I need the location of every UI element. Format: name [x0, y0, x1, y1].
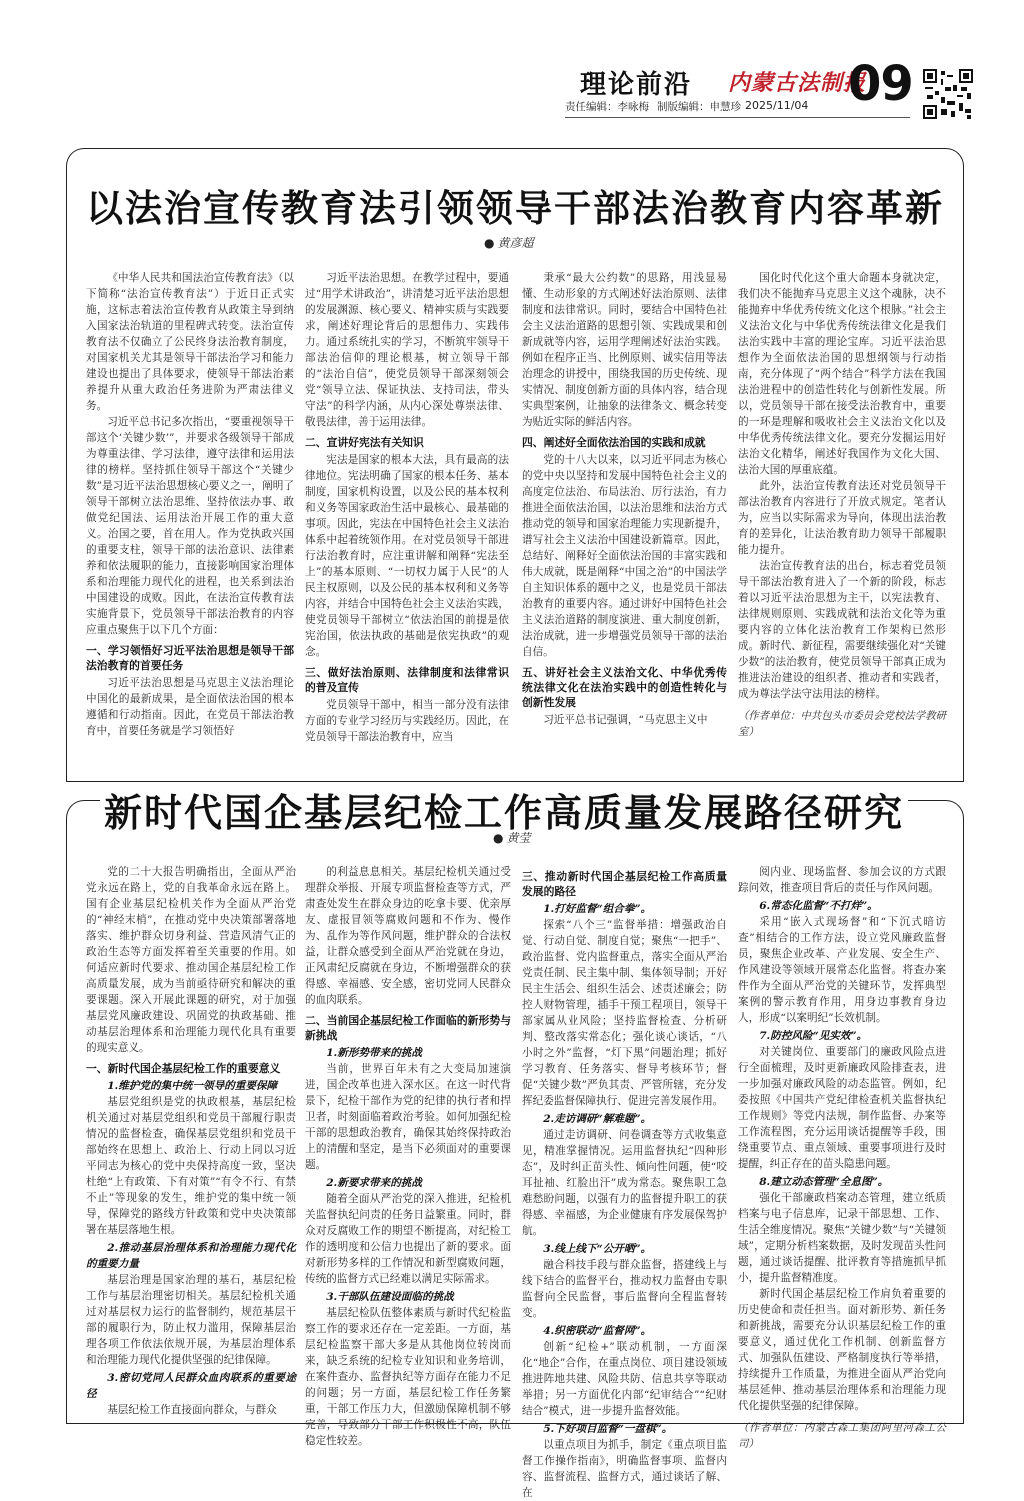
paragraph: 习近平法治思想是马克思主义法治理论中国化的最新成果，是全面依法治国的根本遵循和行动指南。因此，在党员干部法治教育中，首要任务就是学习领悟好: [86, 677, 294, 737]
subsection-heading: 7.防控风险“见实效”。: [759, 1030, 868, 1042]
paragraph: 秉承“最大公约数”的思路，用浅显易懂、生动形象的方式阐述好法治原则、法律制度和法律常识。同时，要结合中国特色社会主义法治道路的思想引领、实践成果和创新成就等内容，运用学理阐述好法治实践。例如在程序正当、比例原则、诚实信用等法治理念的讲授中，围绕我国的历史传统、现实情况、制度创新方面的具体内容，结合现实典型案例，让抽象的法律条文、概念转变为贴近实际的鲜活内容。: [522, 272, 727, 428]
paragraph: 探索“八个三”监督举措：增强政治自觉、行动自觉、制度自觉；聚焦“一把手”、政治监督、党内监督重点，落实全面从严治党责任制、民主集中制、集体领导制；开好民主生活会、组织生活会、述责述廉会；防控人财物管理，插手干预工程项目，领导干部家属从业风险；坚持监督检查、分析研判、整改落实常态化；强化谈心谈话，“八小时之外”监督，“灯下黑”问题治理；抓好学习教育、任务落实、督导考核环节；督促“关键少数”严负其责、严管所辖，充分发挥纪委监督保障执行、促进完善发展作用。: [522, 919, 727, 1107]
paragraph: 党的十八大以来，以习近平同志为核心的党中央以坚持和发展中国特色社会主义的高度定位法治、布局法治、厉行法治，有力推进全面依法治国，以法治思维和法治方式推动党的领导和国家治理能力实现新提升，谱写社会主义法治中国建设新篇章。因此，总结好、阐释好全面依法治国的丰富实践和伟大成就，既是阐释“中国之治”的中国法学自主知识体系的题中之义，也是党员干部法治教育的重要内容。通过讲好中国特色社会主义法治道路的制度演进、重大制度创新，法治成就，进一步增强党员领导干部的法治自信。: [522, 454, 727, 658]
paragraph: 习近平法治思想。在教学过程中，要通过“用学术讲政治”，讲清楚习近平法治思想的发展渊源、核心要义、精神实质与实践要求，阐述好理论背后的思想伟力、实践伟力。通过系统扎实的学习，不断筑牢领导干部法治信仰的理论根基，树立领导干部的“法治自信”，使党员领导干部深刻领会党“领导立法、保证执法、支持司法，带头守法”的科学内涵，从内心深处尊崇法律、敬畏法律，善于运用法律。: [305, 272, 509, 428]
paragraph: 基层治理是国家治理的基石，基层纪检工作与基层治理密切相关。基层纪检机关通过对基层权力运行的监督制约，规范基层干部的履职行为，防止权力滥用，保障基层治理各项工作依法依规开展，为基层治理体系和治理能力现代化提供坚强的纪律保障。: [86, 1274, 296, 1366]
paragraph: 以重点项目为抓手，制定《重点项目监督工作操作指南》，明确监督事项、监督内容、监督流程、监督方式，通过谈话了解、在: [522, 1439, 727, 1499]
section-title: 理论前沿: [580, 70, 693, 100]
article-2-title: 新时代国企基层纪检工作高质量发展路径研究: [100, 782, 908, 837]
paragraph: 习近平总书记强调，“马克思主义中: [543, 714, 708, 726]
paragraph: 的利益息息相关。基层纪检机关通过受理群众举报、开展专项监督检查等方式，严肃查处发生在群众身边的吃拿卡要、优亲厚友、虚报冒领等腐败问题和不作为、慢作为、乱作为等作风问题，维护群众的合法权益，让群众感受到全面从严治党就在身边，正风肃纪反腐就在身边，不断增强群众的获得感、幸福感、安全感，密切党同人民群众的血肉联系。: [305, 866, 511, 1006]
section-heading: 五、讲好社会主义法治文化、中华优秀传统法律文化在法治实践中的创造性转化与创新性发展: [522, 666, 727, 709]
subsection-heading: 8.建立动态管理“全息图”。: [759, 1176, 889, 1188]
paragraph: 随着全面从严治党的深入推进，纪检机关监督执纪问责的任务日益繁重。同时，群众对反腐败工作的期望不断提高，对纪检工作的透明度和公信力也提出了新的要求。面对新形势多样的工作情况和新型腐败问题，传统的监督方式已经难以满足实际需求。: [305, 1193, 511, 1285]
paragraph: 党的二十大报告明确指出，全面从严治党永远在路上，党的自我革命永远在路上。国有企业基层纪检机关作为全面从严治党的“神经末梢”，在推动党中央决策部署落地落实、维护群众切身利益、营造风清气正的政治生态等方面发挥着至关重要的作用。如何适应新时代要求、推动国企基层纪检工作高质量发展，成为当前亟待研究和解决的重要课题。深入开展此课题的研究，对于加强基层党风廉政建设、巩固党的执政基础、推动基层治理体系和治理能力现代化具有重要的现实意义。: [86, 866, 296, 1054]
paragraph: 阅内业、现场监督、参加会议的方式跟踪问效，推查项目背后的责任与作风问题。: [738, 866, 946, 894]
paragraph: 强化干部廉政档案动态管理，建立纸质档案与电子信息库，记录干部思想、工作、生活全维度情况。聚焦“关键少数”与“关键领域”，定期分析档案数据，及时发现苗头性问题，通过谈话提醒、批评教育等措施抓早抓小，提升监督精准度。: [738, 1192, 946, 1284]
paragraph: 融合科技手段与群众监督，搭建线上与线下结合的监督平台，推动权力监督由专职监督向全民监督，事后监督向全程监督转变。: [522, 1259, 727, 1319]
subsection-heading: 3.密切党同人民群众血肉联系的重要途径: [86, 1372, 296, 1400]
paragraph: 此外，法治宣传教育法还对党员领导干部法治教育内容进行了开放式规定。笔者认为，应当以实际需求为导向，体现出法治教育的差异化，让法治教育助力领导干部履职能力提升。: [738, 480, 946, 556]
article-1-column-3: [522, 270, 727, 766]
subsection-heading: 3.干部队伍建设面临的挑战: [326, 1291, 454, 1303]
article-2-column-2: [305, 864, 511, 1447]
subsection-heading: 1.维护党的集中统一领导的重要保障: [107, 1080, 278, 1092]
article-1-byline: ● 黄彦超: [484, 234, 534, 251]
editor-credits: [565, 99, 749, 114]
article-1-column-1: [86, 270, 294, 766]
author-affiliation: （作者单位：中共包头市委员会党校法学教研室）: [738, 710, 946, 738]
article-1-title: 以法治宣传教育法引领领导干部法治教育内容革新: [86, 186, 944, 230]
subsection-heading: 6.常态化监督“不打烊”。: [759, 900, 878, 912]
subsection-heading: 5.下好项目监督“一盘棋”。: [543, 1423, 673, 1435]
section-heading: 二、宣讲好宪法有关知识: [305, 436, 424, 449]
layout-editor: 制版编辑：申慧珍: [657, 101, 741, 113]
paragraph: 法治宣传教育法的出台，标志着党员领导干部法治教育进入了一个新的阶段，标志着以习近平法治思想为主干，以宪法教育、法律规则原则、实践成就和法治文化等为重要内容的立体化法治教育工作架构已然形成。新时代、新征程，需要继续强化对“关键少数”的法治教育，使党员领导干部真正成为推进法治建设的组织者、推动者和实践者，成为尊法学法守法用法的榜样。: [738, 560, 946, 700]
paragraph: 国化时代化这个重大命题本身就决定，我们决不能抛弃马克思主义这个魂脉，决不能抛弃中华优秀传统文化这个根脉。”社会主义法治文化与中华优秀传统法律文化是我们法治实践中丰富的理论宝库。习近平法治思想作为全面依法治国的思想纲领与行动指南，充分体现了“两个结合”科学方法在我国法治进程中的创造性转化与创新性发展。所以，党员领导干部在接受法治教育中，重要的一环是理解和吸收社会主义法治文化以及中华优秀传统法律文化。要充分发掘运用好法治文化精华，阐述好我国作为文化大国、法治大国的厚重底蕴。: [738, 272, 946, 476]
author-affiliation: （作者单位：内蒙古森工集团阿里河森工公司）: [738, 1422, 946, 1450]
section-heading: 二、当前国企基层纪检工作面临的新形势与新挑战: [305, 1014, 511, 1042]
article-2-column-4: [738, 864, 946, 1450]
subsection-heading: 4.织密联动“监督网”。: [543, 1325, 652, 1337]
newspaper-logo: 内蒙古法制报: [728, 70, 867, 96]
paragraph: 《中华人民共和国法治宣传教育法》（以下简称“法治宣传教育法”）于近日正式实施，这标志着法治宣传教育从政策主导到纳入国家法治轨道的里程碑式转变。法治宣传教育法不仅确立了公民终身法治教育制度，对国家机关尤其是领导干部法治学习和能力建设也提出了具体要求，使领导干部法治素养提升从重大政治任务进阶为严肃法律义务。: [86, 272, 294, 412]
article-2-byline: ● 黄莹: [493, 829, 531, 846]
paragraph: 对关键岗位、重要部门的廉政风险点进行全面梳理，及时更新廉政风险排查表，进一步加强对廉政风险的动态监管。例如，纪委按照《中国共产党纪律检查机关监督执纪工作规则》等党内法规，制作监督、办案等工作流程图，充分运用谈话提醒等手段，围绕重要节点、重点领域、重要事项进行及时提醒，纠正存在的苗头隐患问题。: [738, 1046, 946, 1170]
paragraph: 宪法是国家的根本大法，具有最高的法律地位。宪法明确了国家的根本任务、基本制度，国家机构设置，以及公民的基本权利和义务等国家政治生活中最核心、最基础的事项。因此，宪法在中国特色社会主义法治体系中起着统领作用。在对党员领导干部进行法治教育时，应注重讲解和阐释“宪法至上”的基本原则、“一切权力属于人民”的人民主权原则，以及公民的基本权利和义务等内容，并结合中国特色社会主义法治实践，使党员领导干部树立“依法治国的前提是依宪治国，依法执政的基础是依宪执政”的观念。: [305, 454, 509, 658]
responsible-editor: 责任编辑：李咏梅: [565, 101, 649, 113]
page-number: 09: [848, 56, 913, 112]
header-rule: [565, 117, 910, 118]
paragraph: 习近平总书记多次指出，“要重视领导干部这个‘关键少数’”，并要求各级领导干部成为尊重法律、学习法律，遵守法律和运用法律的榜样。坚持抓住领导干部这个“关键少数”是习近平法治思想核心要义之一，阐明了领导干部树立法治思维、坚持依法办事、敢做党纪国法、运用法治开展工作的重大意义。治国之要，首在用人。作为党执政兴国的重要支柱，领导干部的法治意识、法律素养和依法履职的能力，直接影响国家治理体系和治理能力现代化的进程，也关系到法治中国建设的成败。因此，在法治宣传教育法实施背景下，党员领导干部法治教育的内容应重点聚焦于以下几个方面：: [86, 416, 294, 636]
paragraph: 采用“嵌入式现场督”和“下沉式暗访查”相结合的工作方法，设立党风廉政监督员，聚焦企业改革、产业发展、安全生产、作风建设等领域开展常态化监督。将查办案件作为全面从严治党的关键环节，发挥典型案例的警示教育作用，用身边事教育身边人，形成“以案明纪”长效机制。: [738, 916, 946, 1024]
section-heading: 一、新时代国企基层纪检工作的重要意义: [86, 1062, 281, 1075]
paragraph: 新时代国企基层纪检工作肩负着重要的历史使命和责任担当。面对新形势、新任务和新挑战，需要充分认识基层纪检工作的重要意义，通过优化工作机制、创新监督方式、加强队伍建设、严格制度执行等举措，持续提升工作质量，为推进全面从严治党向基层延伸、推动基层治理体系和治理能力现代化提供坚强的纪律保障。: [738, 1288, 946, 1412]
paragraph: 党员领导干部中，相当一部分没有法律方面的专业学习经历与实践经历。因此，在党员领导干部法治教育中，应当: [305, 699, 509, 743]
article-2-column-1: [86, 864, 296, 1416]
paragraph: 当前，世界百年未有之大变局加速演进，国企改革也进入深水区。在这一时代背景下，纪检干部作为党的纪律的执行者和捍卫者，时刻面临着政治考验。如何加强纪检干部的思想政治教育，确保其始终保持政治上的清醒和坚定，是当下必须面对的重要课题。: [305, 1063, 511, 1171]
subsection-heading: 1.打好监督“组合拳”。: [543, 903, 652, 915]
article-2-column-3: [522, 864, 727, 1499]
section-heading: 三、推动新时代国企基层纪检工作高质量发展的路径: [522, 870, 727, 898]
section-heading: 四、阐述好全面依法治国的实践和成就: [522, 436, 706, 449]
article-1-column-2: [305, 270, 509, 766]
section-heading: 三、做好法治原则、法律制度和法律常识的普及宣传: [305, 666, 509, 694]
subsection-heading: 1.新形势带来的挑战: [326, 1047, 422, 1059]
paragraph: 通过走访调研、问卷调查等方式收集意见，精准掌握情况。运用监督执纪“四种形态”，及时纠正苗头性、倾向性问题，使“咬耳扯袖、红脸出汗”成为常态。聚焦职工急难愁盼问题，以强有力的监督提升职工的获得感、幸福感，为企业健康有序发展保驾护航。: [522, 1129, 727, 1237]
paragraph: 创新“纪检+”联动机制，一方面深化“地企”合作，在重点岗位、项目建设领域推进阵地共建、风险共防、信息共享等联动举措；另一方面优化内部“纪审结合”“纪财结合”模式，进一步提升监督效能。: [522, 1341, 727, 1417]
section-heading: 一、学习领悟好习近平法治思想是领导干部法治教育的首要任务: [86, 644, 294, 672]
subsection-heading: 2.新要求带来的挑战: [326, 1177, 422, 1189]
subsection-heading: 2.推动基层治理体系和治理能力现代化的重要力量: [86, 1242, 296, 1270]
article-1-column-4: [738, 270, 946, 766]
paragraph: 基层纪检工作直接面向群众，与群众: [107, 1404, 277, 1416]
subsection-heading: 2.走访调研“解难题”。: [543, 1113, 652, 1125]
paragraph: 基层纪检队伍整体素质与新时代纪检监察工作的要求还存在一定差距。一方面，基层纪检监察干部大多是从其他岗位转岗而来，缺乏系统的纪检专业知识和业务培训，在案件查办、监督执纪等方面存在能力不足的问题；另一方面，基层纪检工作任务繁重，干部工作压力大，但激励保障机制不够完善，导致部分干部工作积极性不高，队伍稳定性较差。: [305, 1307, 511, 1447]
paragraph: 基层党组织是党的执政根基，基层纪检机关通过对基层党组织和党员干部履行职责情况的监督检查，确保基层党组织和党员干部始终在思想上、政治上、行动上同以习近平同志为核心的党中央保持高度一致，坚决杜绝“上有政策、下有对策”“有令不行、有禁不止”等现象的发生，维护党的集中统一领导，保障党的路线方针政策和党中央决策部署在基层落地生根。: [86, 1096, 296, 1236]
issue-date: 2025/11/04: [745, 99, 809, 112]
subsection-heading: 3.线上线下“公开晒”。: [543, 1243, 652, 1255]
qr-code-icon[interactable]: [922, 68, 974, 120]
